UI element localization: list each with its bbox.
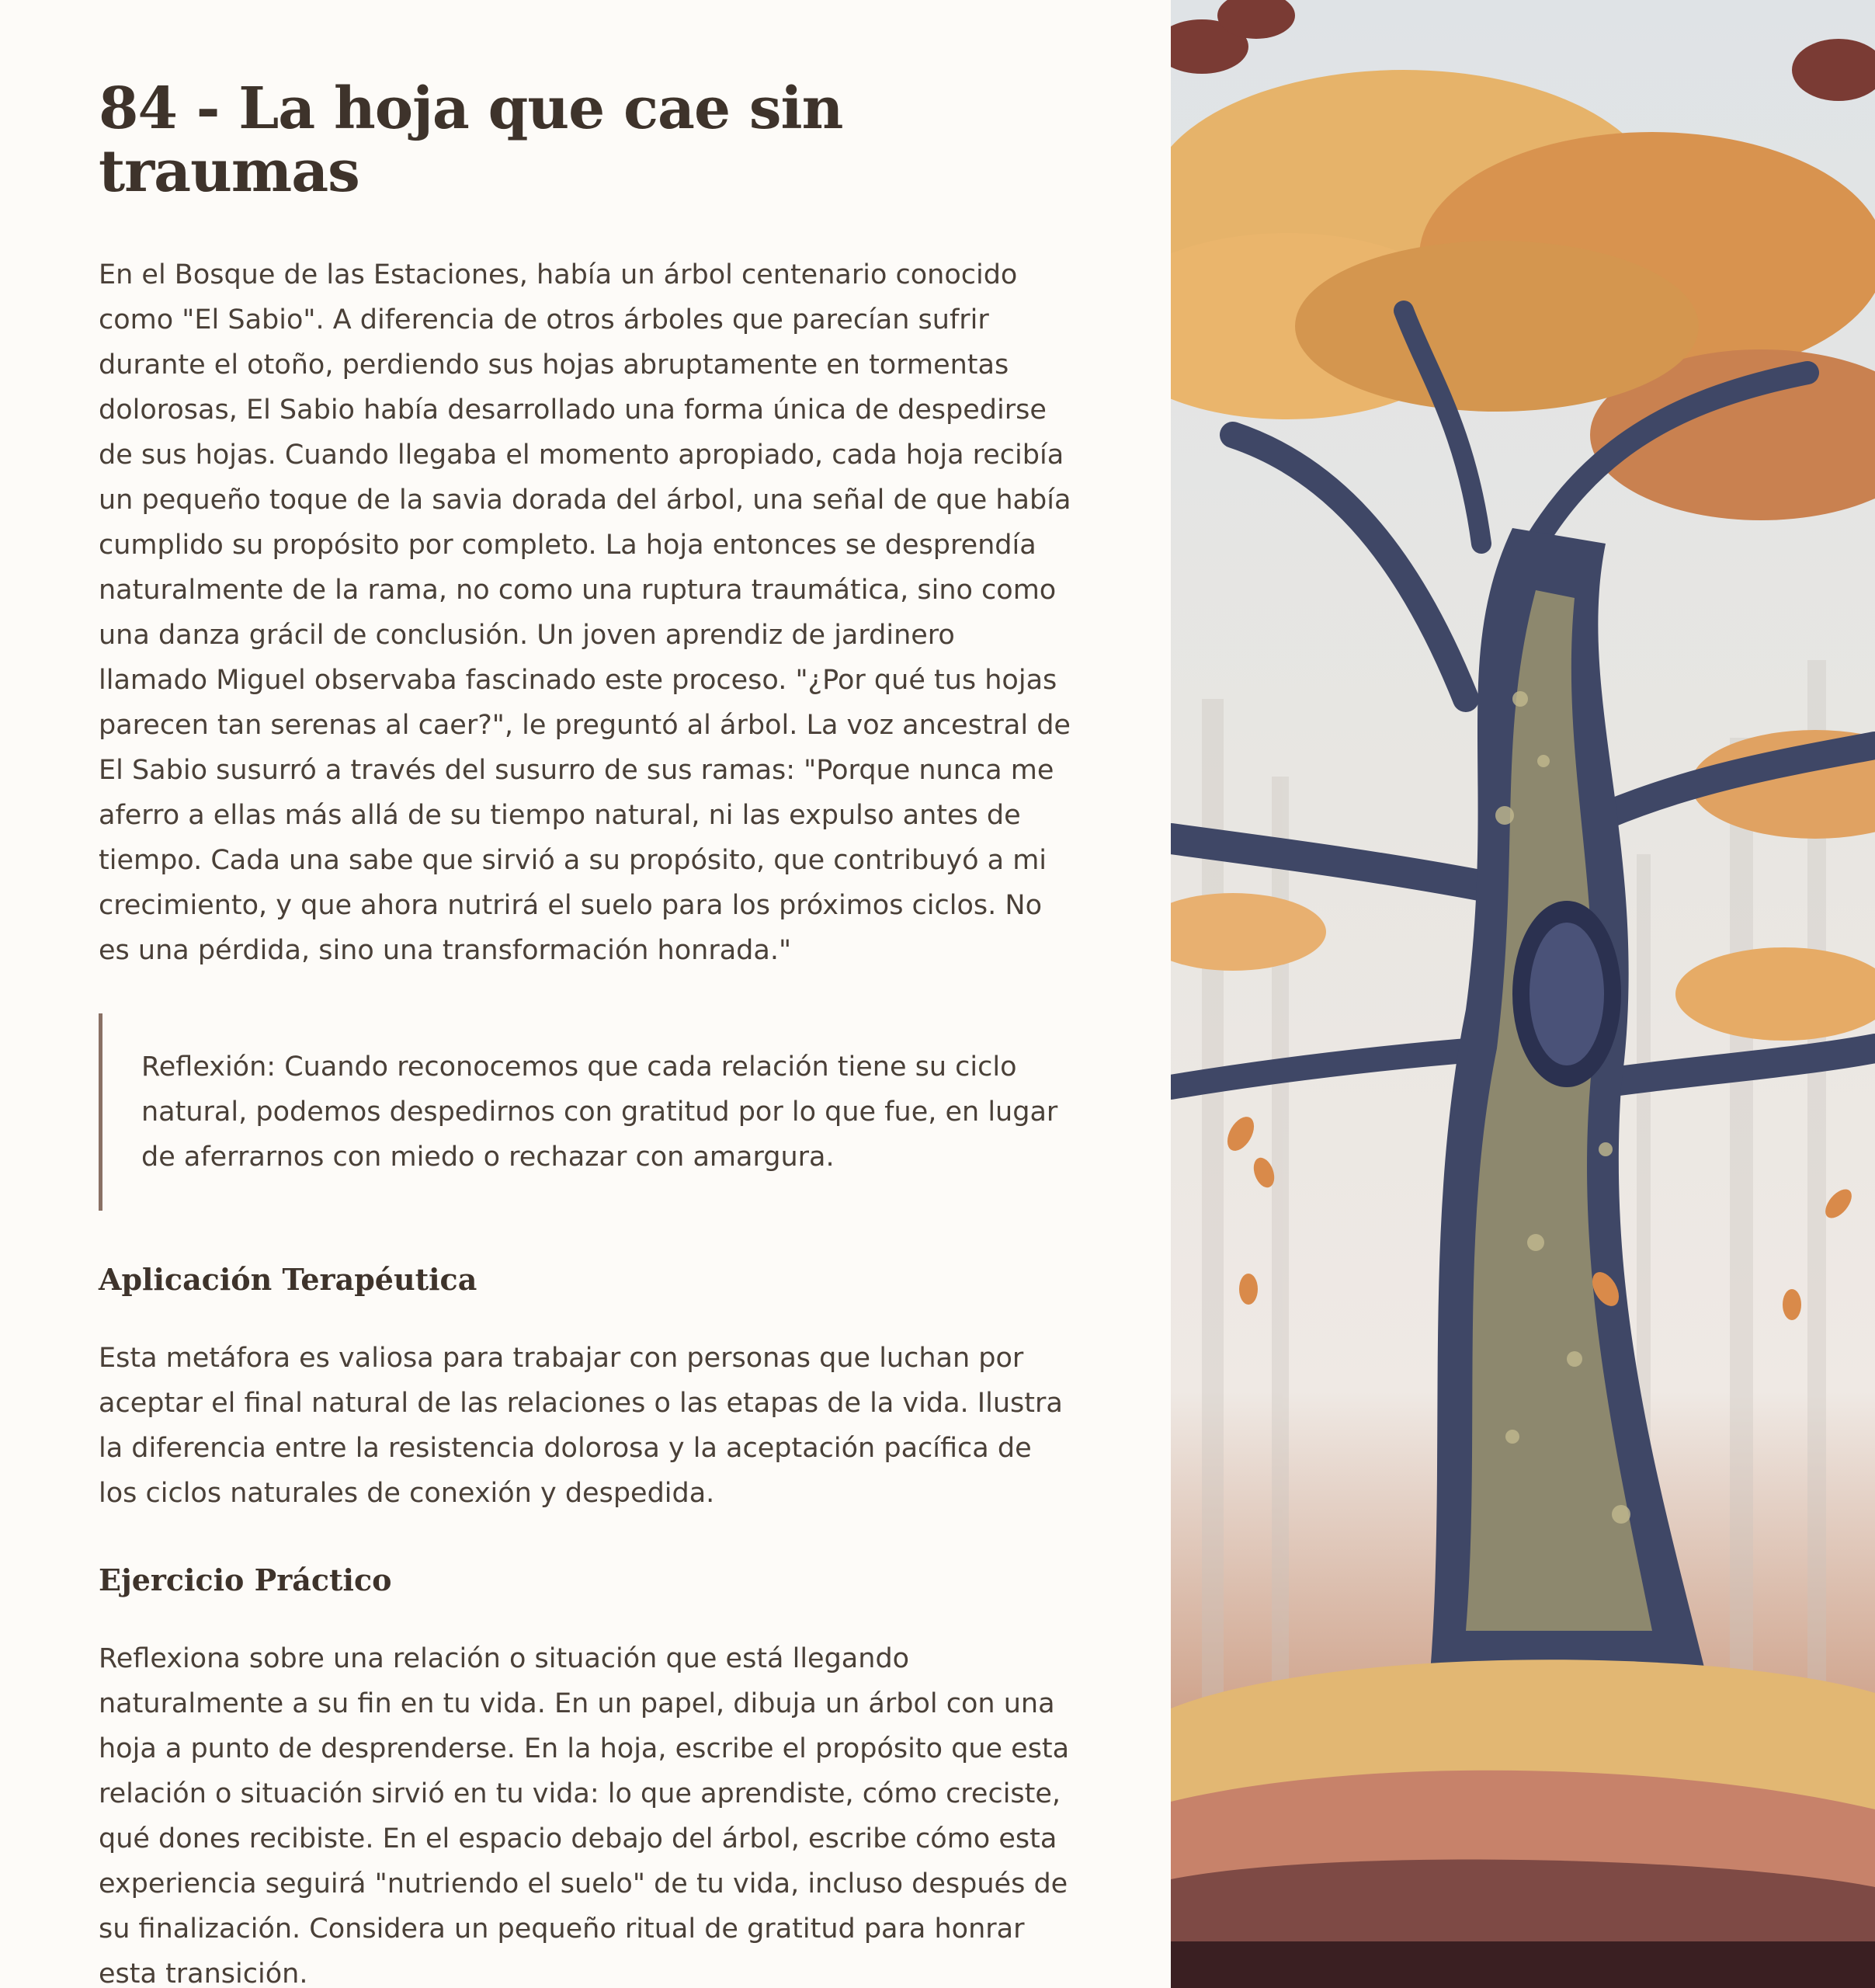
exercise-paragraph: Reflexiona sobre una relación o situación que está llegando naturalmente a su fin en tu vida. En un papel, dibuja un árbol con una hoja a punto de desprenderse. En la hoja, escribe el propósito que esta relación o situación sirvió en tu vida: lo que aprendiste, cómo creciste, qué dones recibiste. En el espacio debajo del árbol, escribe cómo esta experiencia seguirá "nutriendo el suelo" de tu vida, incluso después de su finalización. Considera un pequeño ritual de gratitud para honrar esta transición. — [99, 1642, 1070, 1988]
story-paragraph: En el Bosque de las Estaciones, había un árbol centenario conocido como "El Sabio". A diferencia de otros árboles que parecían sufrir durante el otoño, perdiendo sus hojas abruptamente en tormentas dolorosas, El Sabio había desarrollado una forma única de despedirse de sus hojas. Cuando llegaba el momento apropiado, cada hoja recibía un pequeño toque de la savia dorada del árbol, una señal de que había cumplido su propósito por completo. La hoja entonces se desprendía naturalmente de la rama, no como una ruptura traumática, sino como una danza grácil de conclusión. Un joven aprendiz de jardinero llamado Miguel observaba fascinado este proceso. "¿Por qué tus hojas parecen tan serenas al caer?", le preguntó al árbol. La voz ancestral de El Sabio susurró a través del susurro de sus ramas: "Porque nunca me aferro a ellas más allá de su tiempo natural, ni las expulso antes de tiempo. Cada una sabe que sirvió a su propósito, que contribuyó a mi crecimiento, y que ahora nutrirá el suelo para los próximos ciclos. No es una pérdida, sino una transformación honrada." — [99, 259, 1071, 966]
tree-illustration-svg — [1171, 0, 1875, 1988]
reflection-quote — [99, 1013, 1072, 1211]
exercise-heading: Ejercicio Práctico — [99, 1562, 392, 1597]
therapeutic-paragraph: Esta metáfora es valiosa para trabajar con personas que luchan por aceptar el final natural de las relaciones o las etapas de la vida. Ilustra la diferencia entre la resistencia dolorosa y la aceptación pacífica de los ciclos naturales de conexión y despedida. — [99, 1342, 1063, 1509]
reflection-text: Reflexión: Cuando reconocemos que cada relación tiene su ciclo natural, podemos despedirnos con gratitud por lo que fue, en lugar de aferrarnos con miedo o rechazar con amargura. — [141, 1051, 1058, 1173]
autumn-tree-illustration — [1171, 0, 1875, 1988]
therapeutic-heading: Aplicación Terapéutica — [99, 1261, 477, 1297]
page-title: 84 - La hoja que cae sin traumas — [99, 75, 843, 206]
